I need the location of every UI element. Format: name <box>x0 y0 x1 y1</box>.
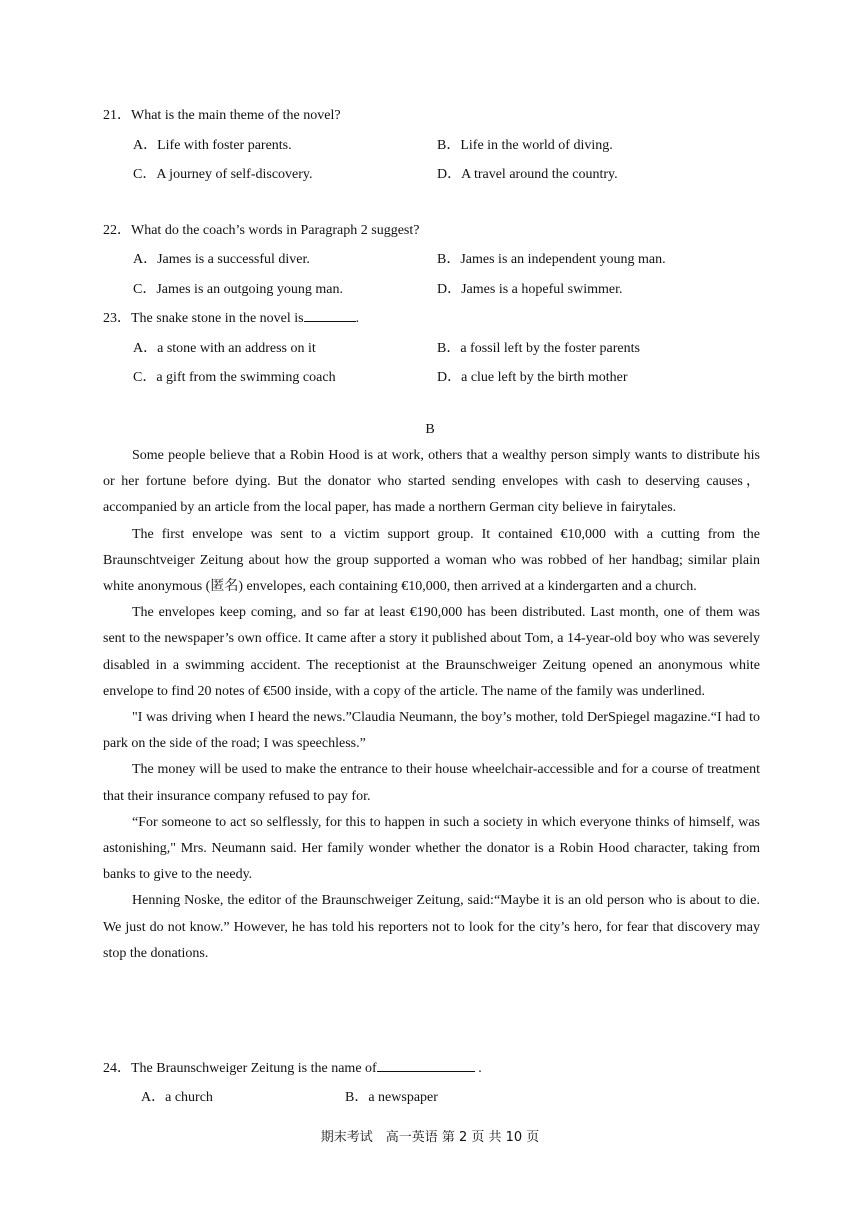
question-22-option-c: C．James is an outgoing young man. <box>133 282 343 297</box>
page-footer: 期末考试 高一英语 第 2 页 共 10 页 <box>320 1130 540 1145</box>
question-23-stem-text: 23．The snake stone in the novel is <box>103 311 304 326</box>
question-23-stem <box>103 307 359 327</box>
question-24-option-b: B．a newspaper <box>345 1090 438 1105</box>
question-22-option-a: A．James is a successful diver. <box>133 252 310 267</box>
question-24-stem-end: . <box>474 1061 482 1076</box>
question-23-option-a: A．a stone with an address on it <box>133 341 316 356</box>
question-21-option-d: D．A travel around the country. <box>437 167 618 182</box>
question-21-stem: 21．What is the main theme of the novel? <box>103 108 341 123</box>
passage-paragraph-7: Henning Noske, the editor of the Braunschweiger Zeitung, said:“Maybe it is an old person who is about to die. We just do not know.” However, he has told his reporters not to look for the city’s hero, for fear that discovery may stop the donations. <box>103 893 760 961</box>
question-24-stem-text: 24．The Braunschweiger Zeitung is the name of <box>103 1061 377 1076</box>
question-24-stem <box>103 1057 482 1077</box>
question-23-option-c: C．a gift from the swimming coach <box>133 370 336 385</box>
passage-paragraph-4: "I was driving when I heard the news.”Claudia Neumann, the boy’s mother, told DerSpiegel magazine.“I had to park on the side of the road; I was speechless.” <box>103 710 760 752</box>
question-23-option-b: B．a fossil left by the foster parents <box>437 341 640 356</box>
passage-paragraph-2: The first envelope was sent to a victim support group. It contained €10,000 with a cutting from the Braunschtveiger Zeitung about how the group supported a woman who was robbed of her handbag; similar plain white anonymous (匿名) envelopes, each containing €10,000, then arrived at a kindergarten and a church. <box>103 526 760 595</box>
question-22-option-b: B．James is an independent young man. <box>437 252 666 267</box>
answer-blank <box>304 307 356 322</box>
question-21-option-b: B．Life in the world of diving. <box>437 138 613 153</box>
passage-paragraph-5: The money will be used to make the entrance to their house wheelchair-accessible and for a course of treatment that their insurance company refused to pay for. <box>103 762 760 804</box>
question-23-option-d: D．a clue left by the birth mother <box>437 370 628 385</box>
question-22-option-d: D．James is a hopeful swimmer. <box>437 282 623 297</box>
question-21-option-c: C．A journey of self-discovery. <box>133 167 313 182</box>
passage-paragraph-3: The envelopes keep coming, and so far at least €190,000 has been distributed. Last month, one of them was sent to the newspaper’s own office. It came after a story it published about Tom, a 14-year-old boy who was severely disabled in a swimming accident. The receptionist at the Braunschweiger Zeitung opened an anonymous white envelope to find 20 notes of €500 inside, with a copy of the article. The name of the family was underlined. <box>103 605 760 699</box>
question-24-option-a: A．a church <box>141 1090 213 1105</box>
answer-blank <box>377 1057 475 1072</box>
question-21-option-a: A．Life with foster parents. <box>133 138 292 153</box>
section-heading: B <box>425 422 435 437</box>
question-22-stem: 22．What do the coach’s words in Paragraph 2 suggest? <box>103 223 420 238</box>
passage-paragraph-1: Some people believe that a Robin Hood is at work, others that a wealthy person simply wants to distribute his or her fortune before dying. But the donator who started sending envelopes with cash to deserving causes，accompanied by an article from the local paper, has made a northern German city believe in fairytales. <box>103 448 760 516</box>
question-23-stem-end: . <box>355 311 360 326</box>
reading-passage <box>103 443 760 967</box>
passage-paragraph-6: “For someone to act so selflessly, for this to happen in such a society in which everyone thinks of himself, was astonishing," Mrs. Neumann said. Her family wonder whether the donator is a Robin Hood character, taking from banks to give to the needy. <box>103 814 760 883</box>
